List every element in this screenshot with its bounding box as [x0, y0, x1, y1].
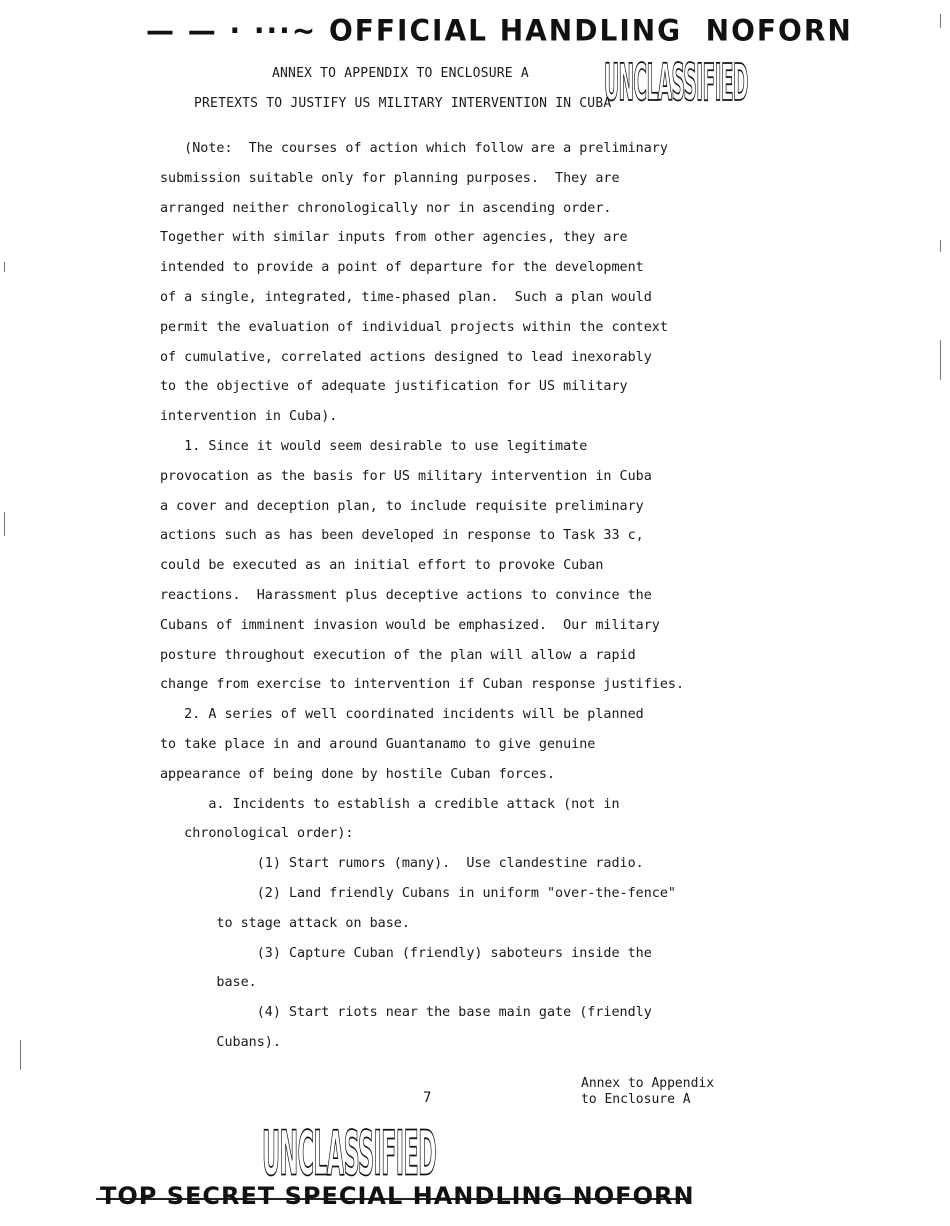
scan-mark — [4, 262, 5, 272]
page-number: 7 — [423, 1090, 432, 1106]
body-line: provocation as the basis for US military intervention in Cuba — [160, 468, 652, 484]
body-line: to stage attack on base. — [160, 915, 410, 931]
body-line: reactions. Harassment plus deceptive actions to convince the — [160, 587, 652, 603]
body-line: appearance of being done by hostile Cuban forces. — [160, 766, 556, 782]
footer-reference-line-2: to Enclosure A — [581, 1092, 691, 1107]
body-line: (3) Capture Cuban (friendly) saboteurs inside the — [160, 945, 652, 961]
body-line: 1. Since it would seem desirable to use legitimate — [160, 438, 588, 454]
footer-reference — [581, 1076, 714, 1108]
body-line: to the objective of adequate justification for US military — [160, 379, 628, 395]
body-line: Cubans of imminent invasion would be emphasized. Our military — [160, 617, 660, 633]
body-line: (1) Start rumors (many). Use clandestine radio. — [160, 856, 644, 872]
body-line: chronological order): — [160, 826, 354, 842]
scan-mark — [4, 512, 5, 536]
body-line: a. Incidents to establish a credible attack (not in — [160, 796, 620, 812]
scan-mark — [940, 340, 941, 380]
body-line: (Note: The courses of action which follow are a preliminary — [160, 141, 668, 156]
body-line: of cumulative, correlated actions designed to lead inexorably — [160, 349, 652, 365]
body-line: posture throughout execution of the plan will allow a rapid — [160, 647, 636, 663]
unclassified-stamp-bottom: UNCLASSIFIED — [262, 1120, 437, 1190]
body-line: (2) Land friendly Cubans in uniform "over-the-fence" — [160, 885, 676, 901]
footer-reference-line-1: Annex to Appendix — [581, 1076, 715, 1091]
body-text — [160, 134, 750, 1058]
unclassified-stamp-top: UNCLASSIFIED — [604, 54, 748, 114]
header-classification-marking — [146, 13, 853, 48]
scan-mark — [940, 14, 941, 28]
body-line: intended to provide a point of departure for the development — [160, 260, 644, 276]
body-line: actions such as has been developed in response to Task 33 c, — [160, 528, 644, 544]
body-line: could be executed as an initial effort to provoke Cuban — [160, 558, 604, 574]
body-line: a cover and deception plan, to include requisite preliminary — [160, 498, 644, 514]
body-line: arranged neither chronologically nor in ascending order. — [160, 200, 612, 216]
body-line: submission suitable only for planning purposes. They are — [160, 170, 620, 186]
body-line: Together with similar inputs from other agencies, they are — [160, 230, 628, 246]
footer-classification-marking: TOP SECRET SPECIAL HANDLING NOFORN — [100, 1182, 695, 1210]
scan-mark — [20, 1040, 21, 1070]
document-title: PRETEXTS TO JUSTIFY US MILITARY INTERVENTION IN CUBA — [194, 96, 612, 111]
body-line: change from exercise to intervention if Cuban response justifies. — [160, 677, 685, 693]
body-line: intervention in Cuba). — [160, 409, 338, 425]
body-line: base. — [160, 975, 257, 991]
annex-title: ANNEX TO APPENDIX TO ENCLOSURE A — [272, 66, 529, 81]
body-line: permit the evaluation of individual projects within the context — [160, 319, 668, 335]
body-line: (4) Start riots near the base main gate (friendly — [160, 1005, 652, 1021]
body-line: 2. A series of well coordinated incidents will be planned — [160, 707, 644, 723]
body-line: of a single, integrated, time-phased plan. Such a plan would — [160, 289, 652, 305]
header-classification-text: — — · ···~ OFFICIAL HANDLING NOFORN — [146, 13, 853, 48]
scan-mark — [940, 240, 941, 252]
body-line: to take place in and around Guantanamo to give genuine — [160, 736, 596, 752]
body-line: Cubans). — [160, 1034, 281, 1050]
